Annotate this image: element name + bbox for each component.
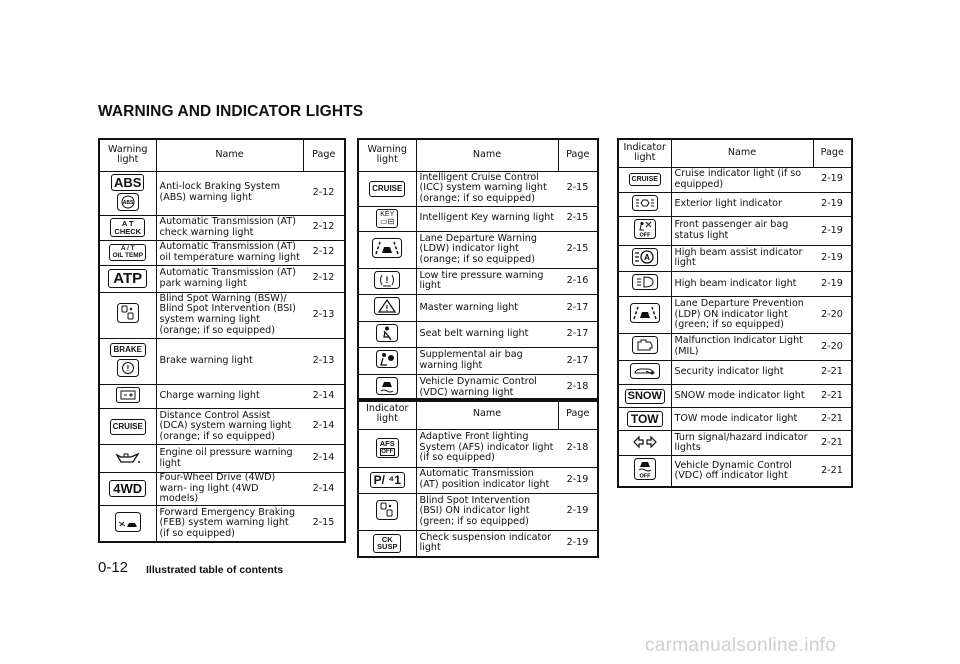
row-page: 2-17	[558, 295, 598, 322]
header-warning-light: Warning light	[99, 139, 156, 171]
table-row	[99, 265, 345, 292]
row-name: Turn signal/hazard indicator lights	[671, 431, 813, 456]
ck-text: CK	[381, 534, 393, 544]
row-name: High beam indicator light	[671, 272, 813, 297]
table-row	[618, 431, 852, 456]
atp-text: ATP	[108, 269, 147, 288]
row-page: 2-13	[303, 338, 345, 384]
table-row	[99, 384, 345, 409]
indicator-lights-table-3	[617, 138, 853, 488]
table-row	[358, 530, 598, 557]
row-page: 2-12	[303, 240, 345, 265]
row-page: 2-14	[303, 473, 345, 506]
table-row	[358, 268, 598, 295]
row-page: 2-21	[813, 385, 852, 408]
table-row	[618, 296, 852, 333]
table-header-row	[618, 139, 852, 167]
row-page: 2-16	[558, 268, 598, 295]
blind-spot-intervention-icon	[358, 493, 416, 530]
row-page: 2-17	[558, 348, 598, 375]
row-page: 2-19	[813, 192, 852, 217]
svg-text:OFF: OFF	[639, 232, 651, 239]
table-row	[99, 473, 345, 506]
abs-text: ABS	[111, 174, 144, 191]
page-number: 0-12	[98, 559, 129, 576]
header-page: Page	[558, 399, 598, 429]
header-page: Page	[813, 139, 852, 167]
section-title: Illustrated table of contents	[146, 564, 284, 576]
table-row	[99, 171, 345, 215]
tow-icon	[618, 408, 671, 431]
afs-off-icon	[358, 429, 416, 467]
table-row	[99, 338, 345, 384]
row-page: 2-15	[558, 206, 598, 231]
row-page: 2-18	[558, 374, 598, 401]
table-row	[618, 245, 852, 272]
table-row	[99, 240, 345, 265]
table-row	[618, 385, 852, 408]
row-name: Adaptive Front lighting System (AFS) indicator light (if so equipped)	[416, 429, 558, 467]
forward-emergency-braking-icon	[99, 505, 156, 542]
row-page: 2-12	[303, 215, 345, 240]
row-page: 2-19	[813, 167, 852, 192]
cruise-indicator-icon	[618, 167, 671, 192]
table-row	[358, 295, 598, 322]
header-name: Name	[671, 139, 813, 167]
engine-mil-icon	[618, 333, 671, 360]
table-row	[358, 493, 598, 530]
table-row	[99, 505, 345, 542]
row-page: 2-15	[303, 505, 345, 542]
exterior-light-icon	[618, 192, 671, 217]
snow-icon	[618, 385, 671, 408]
oil-can-icon	[99, 445, 156, 473]
master-warning-icon	[358, 295, 416, 322]
brake-circle-icon	[117, 359, 139, 377]
svg-text:A: A	[643, 252, 650, 262]
row-page: 2-21	[813, 431, 852, 456]
row-page: 2-12	[303, 171, 345, 215]
susp-text: SUSP	[377, 542, 398, 552]
afs-off-text: OFF	[381, 449, 394, 456]
svg-text:!: !	[126, 364, 130, 373]
lane-departure-prevention-icon	[618, 296, 671, 333]
row-name: Anti-lock Braking System (ABS) warning light	[156, 171, 303, 215]
header-indicator-light: Indicator light	[618, 139, 671, 167]
table-header-row	[99, 139, 345, 171]
key-text: KEY	[380, 211, 395, 218]
row-name: Low tire pressure warning light	[416, 268, 558, 295]
row-page: 2-12	[303, 265, 345, 292]
header-page: Page	[303, 139, 345, 171]
row-name: Master warning light	[416, 295, 558, 322]
row-page: 2-17	[558, 321, 598, 348]
atp-icon	[99, 265, 156, 292]
row-name: Engine oil pressure warning light	[156, 445, 303, 473]
cruise-text: CRUISE	[369, 181, 405, 197]
table-header-row	[358, 139, 598, 171]
passenger-airbag-off-icon	[618, 217, 671, 246]
table-row	[618, 167, 852, 192]
row-page: 2-19	[813, 245, 852, 272]
table-row	[618, 408, 852, 431]
page-title: WARNING AND INDICATOR LIGHTS	[98, 103, 364, 120]
row-name: Seat belt warning light	[416, 321, 558, 348]
row-page: 2-18	[558, 429, 598, 467]
table-row	[358, 206, 598, 231]
row-name: Blind Spot Warning (BSW)/ Blind Spot Intervention (BSI) system warning light (orange; if so equipped)	[156, 292, 303, 338]
row-name: Check suspension indicator light	[416, 530, 558, 557]
row-name: Charge warning light	[156, 384, 303, 409]
row-page: 2-14	[303, 384, 345, 409]
row-name: Brake warning light	[156, 338, 303, 384]
watermark: carmanualsonline.info	[645, 635, 837, 656]
oil-temp-text: OIL TEMP	[112, 251, 144, 259]
row-name: Front passenger air bag status light	[671, 217, 813, 246]
battery-charge-icon	[99, 384, 156, 409]
table-row	[99, 445, 345, 473]
svg-text:!: !	[385, 304, 389, 314]
4wd-text: 4WD	[109, 480, 146, 497]
table-row	[618, 192, 852, 217]
row-name: Intelligent Cruise Control (ICC) system warning light (orange; if so equipped)	[416, 171, 558, 206]
ck-susp-icon	[358, 530, 416, 557]
row-page: 2-20	[813, 296, 852, 333]
brake-text: BRAKE	[110, 343, 146, 357]
snow-text: SNOW	[625, 389, 665, 404]
row-page: 2-21	[813, 408, 852, 431]
at-text: A T	[121, 219, 134, 228]
table-row	[358, 467, 598, 493]
afs-text: AFS	[379, 438, 395, 448]
row-name: Intelligent Key warning light	[416, 206, 558, 231]
cruise-text: CRUISE	[629, 173, 661, 186]
air-bag-icon	[358, 348, 416, 375]
header-warning-light: Warning light	[358, 139, 416, 171]
row-name: Blind Spot Intervention (BSI) ON indicator light (green; if so equipped)	[416, 493, 558, 530]
row-name: Cruise indicator light (if so equipped)	[671, 167, 813, 192]
table-row	[99, 409, 345, 445]
at-slash-text: A / T	[120, 245, 135, 252]
table-header-row	[358, 399, 598, 429]
header-name: Name	[156, 139, 303, 171]
cruise-text: CRUISE	[110, 419, 146, 435]
table-row	[358, 231, 598, 268]
table-row	[358, 171, 598, 206]
warning-lights-table-1	[98, 138, 346, 543]
table-row	[99, 292, 345, 338]
header-name: Name	[416, 139, 558, 171]
row-page: 2-19	[813, 217, 852, 246]
row-page: 2-13	[303, 292, 345, 338]
header-indicator-light: Indicator light	[358, 399, 416, 429]
row-page: 2-21	[813, 360, 852, 385]
table-row	[618, 217, 852, 246]
table-row	[618, 333, 852, 360]
row-page: 2-19	[813, 272, 852, 297]
brake-warning-icon	[99, 338, 156, 384]
indicator-lights-table-2	[357, 398, 599, 558]
warning-lights-table-2	[357, 138, 599, 402]
svg-text:!: !	[385, 274, 389, 285]
cruise-icon	[99, 409, 156, 445]
row-name: Automatic Transmission (AT) check warning light	[156, 215, 303, 240]
svg-text:ABS: ABS	[122, 199, 134, 206]
table-row	[99, 215, 345, 240]
row-name: Malfunction Indicator Light (MIL)	[671, 333, 813, 360]
high-beam-assist-icon	[618, 245, 671, 272]
table-row	[358, 348, 598, 375]
at-oil-temp-icon	[99, 240, 156, 265]
gear-position-icon: P/ ⁴1	[358, 467, 416, 493]
row-name: Vehicle Dynamic Control (VDC) off indicator light	[671, 456, 813, 487]
seat-belt-icon	[358, 321, 416, 348]
row-name: Security indicator light	[671, 360, 813, 385]
cruise-icon	[358, 171, 416, 206]
turn-signal-icon	[618, 431, 671, 456]
svg-text:OFF: OFF	[639, 473, 651, 480]
key-icon: KEY ▭⊟	[358, 206, 416, 231]
row-page: 2-20	[813, 333, 852, 360]
low-tire-pressure-icon	[358, 268, 416, 295]
row-page: 2-15	[558, 171, 598, 206]
check-text: CHECK	[114, 226, 142, 236]
row-page: 2-15	[558, 231, 598, 268]
row-page: 2-19	[558, 493, 598, 530]
vdc-off-icon	[618, 456, 671, 487]
4wd-icon	[99, 473, 156, 506]
row-name: Automatic Transmission (AT) position indicator light	[416, 467, 558, 493]
row-name: TOW mode indicator light	[671, 408, 813, 431]
row-name: Exterior light indicator	[671, 192, 813, 217]
high-beam-icon	[618, 272, 671, 297]
table-row	[358, 429, 598, 467]
abs-icon	[99, 171, 156, 215]
table-row	[618, 456, 852, 487]
row-page: 2-14	[303, 409, 345, 445]
blind-spot-warning-icon	[99, 292, 156, 338]
table-row	[618, 360, 852, 385]
row-name: Vehicle Dynamic Control (VDC) warning light	[416, 374, 558, 401]
row-name: Lane Departure Warning (LDW) indicator light (orange; if so equipped)	[416, 231, 558, 268]
row-page: 2-21	[813, 456, 852, 487]
row-name: SNOW mode indicator light	[671, 385, 813, 408]
at-check-icon	[99, 215, 156, 240]
row-name: Forward Emergency Braking (FEB) system warning light (if so equipped)	[156, 505, 303, 542]
row-name: High beam assist indicator light	[671, 245, 813, 272]
row-page: 2-19	[558, 530, 598, 557]
row-page: 2-19	[558, 467, 598, 493]
row-page: 2-14	[303, 445, 345, 473]
security-icon	[618, 360, 671, 385]
header-name: Name	[416, 399, 558, 429]
header-page: Page	[558, 139, 598, 171]
lane-departure-icon	[358, 231, 416, 268]
table-row	[358, 321, 598, 348]
abs-circle-icon	[117, 193, 139, 211]
row-name: Supplemental air bag warning light	[416, 348, 558, 375]
row-name: Lane Departure Prevention (LDP) ON indicator light (green; if so equipped)	[671, 296, 813, 333]
row-name: Automatic Transmission (AT) oil temperature warning light	[156, 240, 303, 265]
tow-text: TOW	[627, 411, 663, 427]
row-name: Four-Wheel Drive (4WD) warn- ing light (4WD models)	[156, 473, 303, 506]
row-name: Distance Control Assist (DCA) system warning light (orange; if so equipped)	[156, 409, 303, 445]
table-row	[618, 272, 852, 297]
row-name: Automatic Transmission (AT) park warning light	[156, 265, 303, 292]
